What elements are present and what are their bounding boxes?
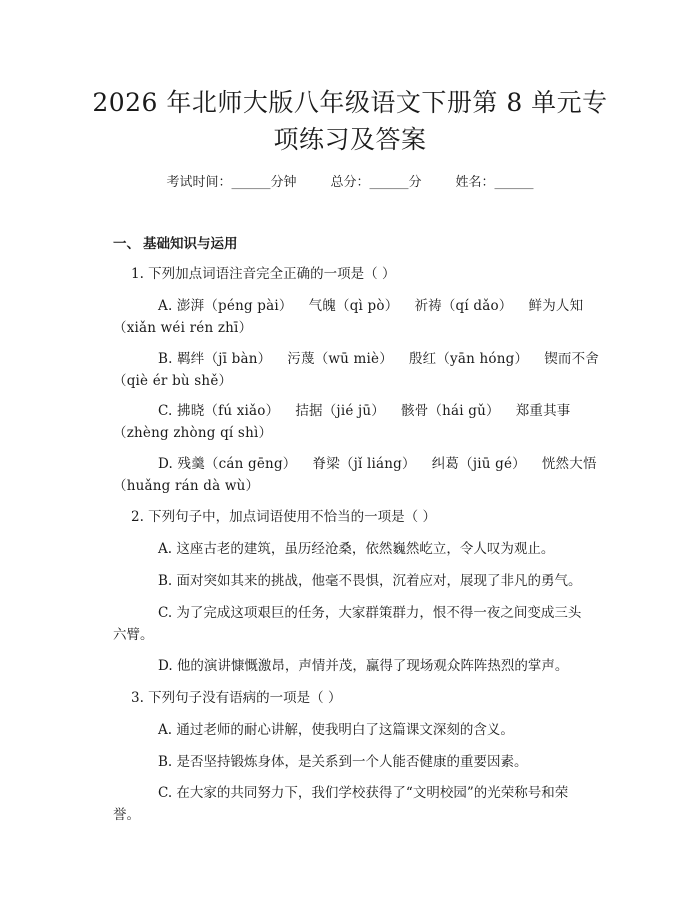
option-continuation: （qiè ér bù shě） — [113, 373, 233, 389]
document-title — [70, 84, 630, 158]
section-title: 基础知识与运用 — [143, 236, 238, 252]
option-item: 锲而不舍 — [544, 351, 599, 367]
option-continuation: （xiǎn wéi rén zhī） — [113, 320, 253, 336]
option-continuation: （zhèng zhòng qí shì） — [113, 425, 273, 441]
option-item: A. 澎湃（péng pài） — [158, 298, 293, 314]
option-item: 祈祷（qí dǎo） — [414, 298, 513, 314]
option-continuation: 誉。 — [113, 807, 140, 823]
question-stem: 3. 下列句子没有语病的一项是（ ） — [131, 690, 342, 706]
option-line: A. 通过老师的耐心讲解，使我明白了这篇课文深刻的含义。 — [158, 722, 514, 738]
student-name-field: 姓名：______ — [455, 175, 534, 190]
option-item: 恍然大悟 — [541, 456, 597, 472]
option-item: 污蔑（wū miè） — [287, 351, 393, 367]
option-line — [158, 294, 583, 314]
total-score-field: 总分：______分 — [330, 175, 422, 190]
title-line-1: 2026 年北师大版八年级语文下册第 8 单元专 — [92, 88, 608, 117]
title-line-2: 项练习及答案 — [273, 125, 427, 154]
option-item: 殷红（yān hóng） — [408, 351, 529, 367]
option-item: 鲜为人知 — [528, 298, 584, 314]
option-item: 郑重其事 — [515, 403, 571, 419]
question-stem: 1. 下列加点词语注音完全正确的一项是（ ） — [131, 266, 396, 282]
question-stem: 2. 下列句子中，加点词语使用不恰当的一项是（ ） — [131, 509, 436, 525]
option-continuation: 六臂。 — [113, 627, 154, 643]
section-heading — [113, 232, 238, 252]
option-line — [158, 452, 597, 472]
option-item: B. 羁绊（jī bàn） — [158, 351, 272, 367]
option-item: 骸骨（hái gǔ） — [401, 403, 500, 419]
option-line — [158, 399, 571, 419]
option-line: A. 这座古老的建筑，虽历经沧桑，依然巍然屹立，令人叹为观止。 — [158, 541, 555, 557]
option-line: C. 为了完成这项艰巨的任务，大家群策群力，恨不得一夜之间变成三头 — [158, 605, 582, 621]
option-line: D. 他的演讲慷慨激昂，声情并茂，赢得了现场观众阵阵热烈的掌声。 — [158, 658, 569, 674]
option-item: 脊梁（jǐ liáng） — [312, 456, 416, 472]
option-line: C. 在大家的共同努力下，我们学校获得了“文明校园”的光荣称号和荣 — [158, 785, 569, 801]
option-item: D. 残羹（cán gēng） — [158, 456, 297, 472]
section-number: 一、 — [113, 236, 140, 252]
exam-time-field: 考试时间：______分钟 — [166, 175, 297, 190]
option-item: 气魄（qì pò） — [308, 298, 399, 314]
option-item: 拮据（jié jū） — [295, 403, 385, 419]
option-line — [158, 347, 599, 367]
option-item: 纠葛（jiū gé） — [431, 456, 526, 472]
option-continuation: （huǎng rán dà wù） — [113, 478, 260, 494]
option-item: C. 拂晓（fú xiǎo） — [158, 403, 280, 419]
option-line: B. 是否坚持锻炼身体，是关系到一个人能否健康的重要因素。 — [158, 754, 528, 770]
exam-info — [0, 171, 700, 190]
option-line: B. 面对突如其来的挑战，他毫不畏惧，沉着应对，展现了非凡的勇气。 — [158, 573, 582, 589]
